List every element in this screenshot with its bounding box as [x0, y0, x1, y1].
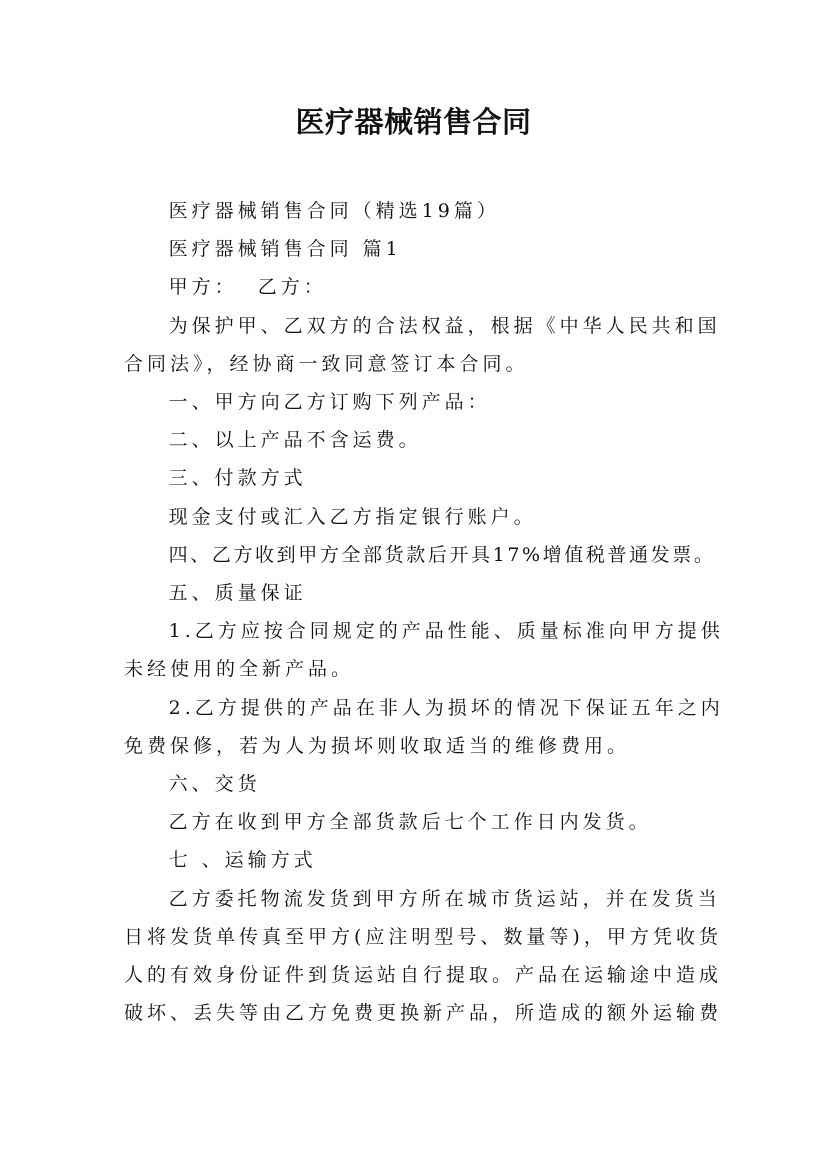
paragraph-clause-5-item-2: 2.乙方提供的产品在非人为损坏的情况下保证五年之内免费保修，若为人为损坏则收取适当的维修费用。 — [124, 696, 724, 757]
paragraph-subtitle: 医疗器械销售合同（精选19篇） — [168, 200, 500, 222]
paragraph-clause-4: 四、乙方收到甲方全部货款后开具17%增值税普通发票。 — [168, 543, 716, 566]
paragraph-clause-6-body: 乙方在收到甲方全部货款后七个工作日内发货。 — [168, 811, 652, 834]
paragraph-clause-3-body: 现金支付或汇入乙方指定银行账户。 — [168, 505, 537, 528]
paragraph-clause-7-heading: 七 、运输方式 — [168, 849, 317, 872]
paragraph-section-heading: 医疗器械销售合同 篇1 — [168, 238, 402, 261]
paragraph-clause-7-body: 乙方委托物流发货到甲方所在城市货运站，并在发货当日将发货单传真至甲方(应注明型号、数量等)，甲方凭收货人的有效身份证件到货运站自行提取。产品在运输途中造成破坏、丢失等由乙方免费更换新产品，所造成的额外运输费 — [124, 887, 723, 1025]
paragraph-clause-5-heading: 五、质量保证 — [168, 582, 307, 605]
paragraph-parties: 甲方： 乙方： — [168, 276, 327, 299]
paragraph-purpose: 为保护甲、乙双方的合法权益，根据《中华人民共和国合同法》，经协商一致同意签订本合同。 — [124, 314, 721, 375]
paragraph-clause-2: 二、以上产品不含运费。 — [168, 429, 422, 452]
paragraph-clause-3-heading: 三、付款方式 — [168, 467, 307, 490]
paragraph-clause-1: 一、甲方向乙方订购下列产品： — [168, 391, 491, 414]
paragraph-clause-5-item-1: 1.乙方应按合同规定的产品性能、质量标准向甲方提供未经使用的全新产品。 — [124, 620, 724, 681]
paragraph-clause-6-heading: 六、交货 — [168, 773, 261, 796]
document-body — [124, 192, 724, 1032]
document-title: 医疗器械销售合同 — [295, 105, 532, 139]
